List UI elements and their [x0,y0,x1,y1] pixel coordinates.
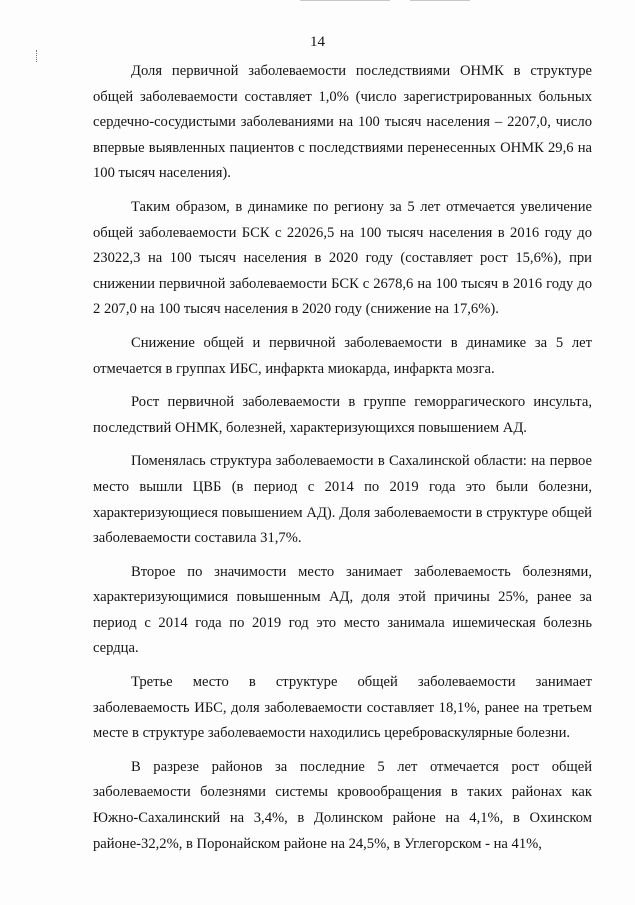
paragraph: Второе по значимости место занимает заболеваемость болезнями, характеризующимися повышенным АД, доля этой причины 25%, ранее за период с 2014 года по 2019 год это место занимала ишемическая болезнь сердца. [93,563,592,657]
scan-edge-line [410,0,470,1]
paragraph: Поменялась структура заболеваемости в Сахалинской области: на первое место вышли ЦВБ (в период с 2014 по 2019 года это были болезни, характеризующиеся повышением АД). Доля заболеваемости в структуре общей заболеваемости составила 31,7%. [93,453,592,547]
paragraph: В разрезе районов за последние 5 лет отмечается рост общей заболеваемости болезнями системы кровообращения в таких районах как Южно-Сахалинский на 3,4%, в Долинском районе на 4,1%, в Охинском районе-32,2%, в Поронайском районе на 24,5%, в Углегорском - на 41%, [93,758,592,852]
body-text [93,59,592,865]
paragraph: Третье место в структуре общей заболеваемости занимает заболеваемость ИБС, доля заболеваемости составляет 18,1%, ранее на третьем месте в структуре заболеваемости находились цереброваскулярные болезни. [93,674,592,742]
scan-edge-line [300,0,390,1]
scan-artifact-mark [36,50,39,62]
paragraph: Доля первичной заболеваемости последствиями ОНМК в структуре общей заболеваемости составляет 1,0% (число зарегистрированных больных сердечно-сосудистыми заболеваниями на 100 тысяч населения – 2207,0, число впервые выявленных пациентов с последствиями перенесенных ОНМК 29,6 на 100 тысяч населения). [93,63,592,182]
paragraph: Таким образом, в динамике по региону за 5 лет отмечается увеличение общей заболеваемости БСК с 22026,5 на 100 тысяч населения в 2016 году до 23022,3 на 100 тысяч населения в 2020 году (составляет рост 15,6%), при снижении первичной заболеваемости БСК с 2678,6 на 100 тысяч в 2016 году до 2 207,0 на 100 тысяч населения в 2020 году (снижение на 17,6%). [93,198,592,318]
paragraph: Рост первичной заболеваемости в группе геморрагического инсульта, последствий ОНМК, болезней, характеризующихся повышением АД. [93,394,592,436]
page-number: 14 [310,34,325,50]
paragraph: Снижение общей и первичной заболеваемости в динамике за 5 лет отмечается в группах ИБС, инфаркта миокарда, инфаркта мозга. [93,334,592,377]
